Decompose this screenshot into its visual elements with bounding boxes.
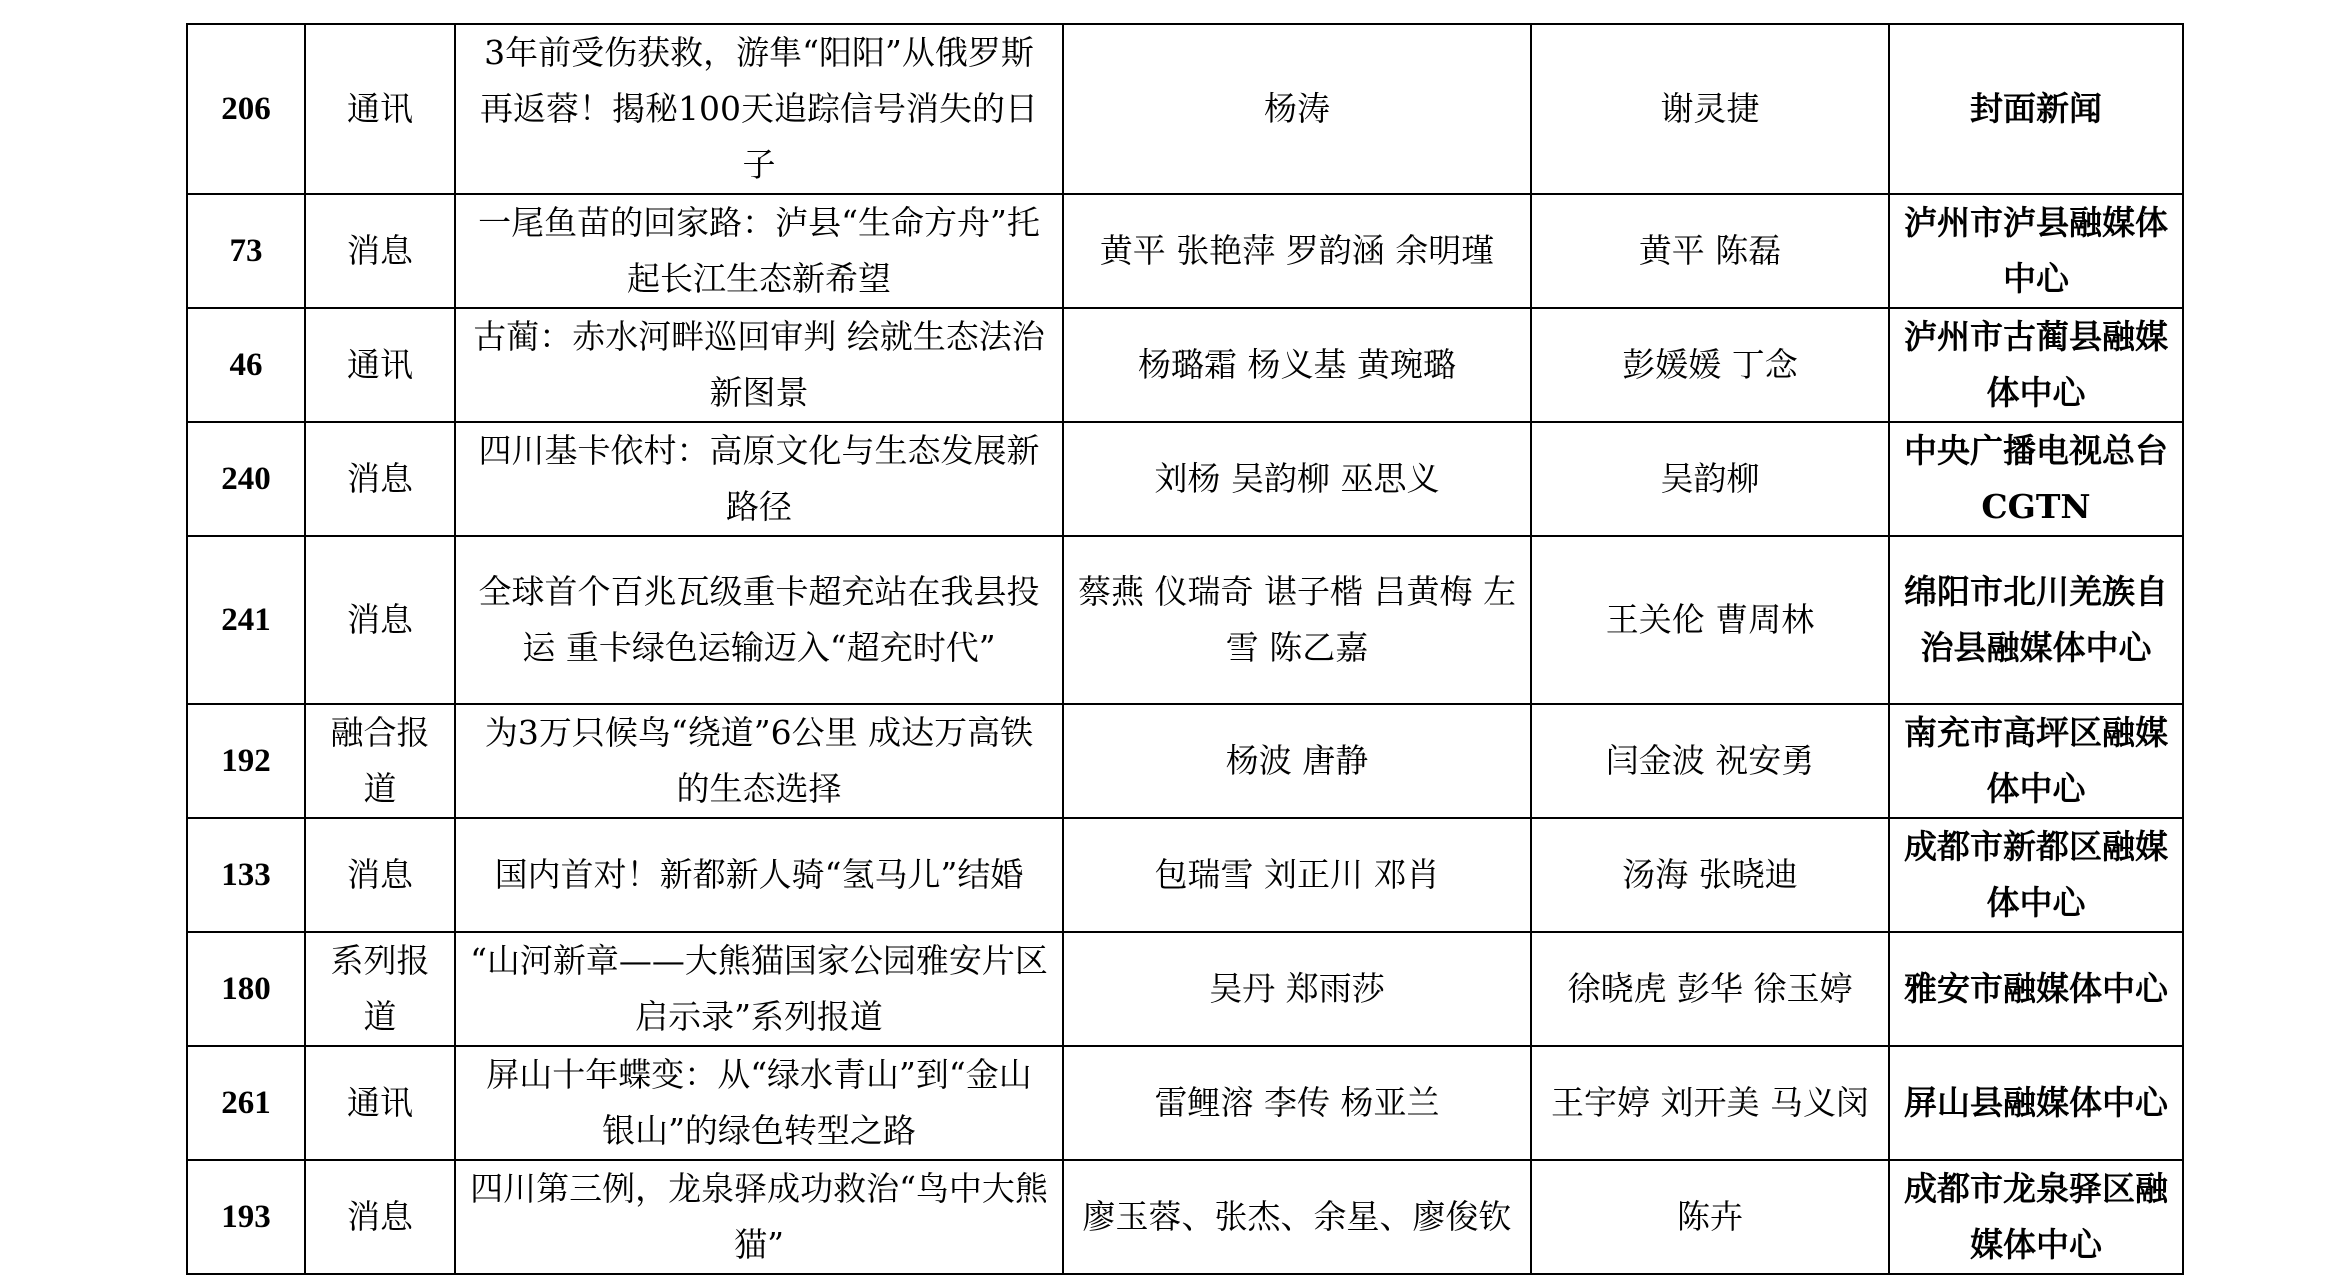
entry-title: 为3万只候鸟“绕道”6公里 成达万高铁的生态选择 (455, 704, 1063, 818)
table-row (187, 932, 2183, 1046)
entry-publisher: 成都市新都区融媒体中心 (1889, 818, 2183, 932)
entry-authors: 黄平 张艳萍 罗韵涵 余明瑾 (1063, 194, 1531, 308)
entry-publisher: 泸州市泸县融媒体中心 (1889, 194, 2183, 308)
entry-category: 系列报道 (305, 932, 455, 1046)
entry-title: 屏山十年蝶变：从“绿水青山”到“金山银山”的绿色转型之路 (455, 1046, 1063, 1160)
entry-title: 四川基卡依村：高原文化与生态发展新路径 (455, 422, 1063, 536)
table-row (187, 1046, 2183, 1160)
table-body (187, 24, 2183, 1274)
entry-number: 261 (187, 1046, 305, 1160)
table-row (187, 818, 2183, 932)
entry-editors: 王宇婷 刘开美 马义闵 (1531, 1046, 1889, 1160)
entry-category: 通讯 (305, 24, 455, 194)
table-row (187, 194, 2183, 308)
entry-category: 消息 (305, 536, 455, 704)
entry-publisher: 封面新闻 (1889, 24, 2183, 194)
entry-editors: 闫金波 祝安勇 (1531, 704, 1889, 818)
entry-editors: 汤海 张晓迪 (1531, 818, 1889, 932)
entry-number: 206 (187, 24, 305, 194)
entry-category: 消息 (305, 1160, 455, 1274)
entry-title: “山河新章——大熊猫国家公园雅安片区启示录”系列报道 (455, 932, 1063, 1046)
entry-authors: 雷鲤溶 李传 杨亚兰 (1063, 1046, 1531, 1160)
table-row (187, 1160, 2183, 1274)
entry-authors: 杨璐霜 杨义基 黄琬璐 (1063, 308, 1531, 422)
entry-editors: 徐晓虎 彭华 徐玉婷 (1531, 932, 1889, 1046)
entry-number: 240 (187, 422, 305, 536)
entry-publisher: 成都市龙泉驿区融媒体中心 (1889, 1160, 2183, 1274)
entry-number: 46 (187, 308, 305, 422)
entry-title: 古蔺：赤水河畔巡回审判 绘就生态法治新图景 (455, 308, 1063, 422)
entry-number: 192 (187, 704, 305, 818)
entry-authors: 杨波 唐静 (1063, 704, 1531, 818)
entry-number: 73 (187, 194, 305, 308)
entry-editors: 吴韵柳 (1531, 422, 1889, 536)
entry-category: 消息 (305, 818, 455, 932)
entry-publisher: 绵阳市北川羌族自治县融媒体中心 (1889, 536, 2183, 704)
entry-authors: 廖玉蓉、张杰、余星、廖俊钦 (1063, 1160, 1531, 1274)
entry-editors: 谢灵捷 (1531, 24, 1889, 194)
entry-publisher: 雅安市融媒体中心 (1889, 932, 2183, 1046)
entry-authors: 包瑞雪 刘正川 邓肖 (1063, 818, 1531, 932)
entry-publisher: 泸州市古蔺县融媒体中心 (1889, 308, 2183, 422)
entry-title: 全球首个百兆瓦级重卡超充站在我县投运 重卡绿色运输迈入“超充时代” (455, 536, 1063, 704)
award-table (186, 23, 2184, 1275)
entry-editors: 黄平 陈磊 (1531, 194, 1889, 308)
entry-number: 193 (187, 1160, 305, 1274)
entry-number: 241 (187, 536, 305, 704)
entry-category: 消息 (305, 422, 455, 536)
entry-category: 通讯 (305, 1046, 455, 1160)
entry-publisher: 屏山县融媒体中心 (1889, 1046, 2183, 1160)
entry-category: 融合报道 (305, 704, 455, 818)
entry-authors: 杨涛 (1063, 24, 1531, 194)
entry-title: 3年前受伤获救，游隼“阳阳”从俄罗斯再返蓉！揭秘100天追踪信号消失的日子 (455, 24, 1063, 194)
table-row (187, 24, 2183, 194)
entry-title: 四川第三例，龙泉驿成功救治“鸟中大熊猫” (455, 1160, 1063, 1274)
entry-number: 180 (187, 932, 305, 1046)
table-row (187, 308, 2183, 422)
entry-editors: 王关伦 曹周林 (1531, 536, 1889, 704)
table-row (187, 704, 2183, 818)
entry-authors: 吴丹 郑雨莎 (1063, 932, 1531, 1046)
table-row (187, 536, 2183, 704)
entry-editors: 陈卉 (1531, 1160, 1889, 1274)
entry-editors: 彭媛媛 丁念 (1531, 308, 1889, 422)
entry-authors: 蔡燕 仪瑞奇 谌子楷 吕黄梅 左雪 陈乙嘉 (1063, 536, 1531, 704)
entry-category: 消息 (305, 194, 455, 308)
entry-title: 国内首对！新都新人骑“氢马儿”结婚 (455, 818, 1063, 932)
entry-title: 一尾鱼苗的回家路：泸县“生命方舟”托起长江生态新希望 (455, 194, 1063, 308)
entry-category: 通讯 (305, 308, 455, 422)
entry-number: 133 (187, 818, 305, 932)
entry-publisher: 南充市高坪区融媒体中心 (1889, 704, 2183, 818)
table-row (187, 422, 2183, 536)
entry-publisher: 中央广播电视总台CGTN (1889, 422, 2183, 536)
entry-authors: 刘杨 吴韵柳 巫思义 (1063, 422, 1531, 536)
